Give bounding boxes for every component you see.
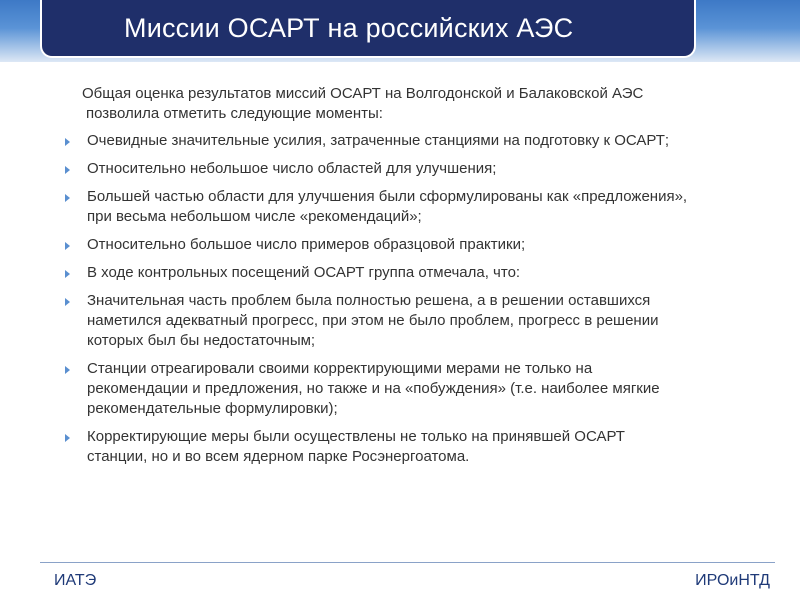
bullet-line: при весьма небольшом числе «рекомендаций»; <box>87 208 422 225</box>
intro-line: Общая оценка результатов миссий ОСАРТ на Волгодонской и Балаковской АЭС <box>82 85 644 102</box>
bullet-list <box>62 131 762 467</box>
bullet-arrow-icon <box>65 194 70 202</box>
bullet-line: рекомендации и предложения, но также и на «побуждения» (т.е. наиболее мягкие <box>87 380 660 397</box>
slide-title: Миссии ОСАРТ на российских АЭС <box>124 12 574 43</box>
slide-body <box>62 84 762 475</box>
bullet-item <box>62 359 762 419</box>
bullet-item <box>62 187 762 227</box>
bullet-line: которых был бы недостаточным; <box>87 332 316 349</box>
bullet-item <box>62 131 762 151</box>
bullet-arrow-icon <box>65 138 70 146</box>
bullet-arrow-icon <box>65 166 70 174</box>
bullet-item <box>62 291 762 351</box>
bullet-item <box>62 159 762 179</box>
bullet-line: Относительно небольшое число областей для улучшения; <box>87 160 497 177</box>
footer-divider <box>40 562 775 563</box>
intro-line: позволила отметить следующие моменты: <box>86 105 383 122</box>
intro-paragraph <box>62 84 762 124</box>
bullet-line: Станции отреагировали своими корректирующими мерами не только на <box>87 360 593 377</box>
bullet-arrow-icon <box>65 366 70 374</box>
bullet-arrow-icon <box>65 242 70 250</box>
footer-right-label: ИРОиНТД <box>695 572 770 589</box>
bullet-line: В ходе контрольных посещений ОСАРТ группа отмечала, что: <box>87 264 521 281</box>
title-bar <box>40 0 696 58</box>
bullet-line: наметился адекватный прогресс, при этом не было проблем, прогресс в решении <box>87 312 659 329</box>
bullet-line: станции, но и во всем ядерном парке Росэнергоатома. <box>87 448 470 465</box>
bullet-item <box>62 263 762 283</box>
bullet-line: Корректирующие меры были осуществлены не только на принявшей ОСАРТ <box>87 428 625 445</box>
bullet-line: Относительно большое число примеров образцовой практики; <box>87 236 526 253</box>
bullet-line: Значительная часть проблем была полностью решена, а в решении оставшихся <box>87 292 651 309</box>
bullet-line: рекомендательные формулировки); <box>87 400 338 417</box>
bullet-item <box>62 235 762 255</box>
bullet-line: Большей частью области для улучшения были сформулированы как «предложения», <box>87 188 688 205</box>
bullet-arrow-icon <box>65 298 70 306</box>
bullet-arrow-icon <box>65 270 70 278</box>
bullet-item <box>62 427 762 467</box>
bullet-line: Очевидные значительные усилия, затраченные станциями на подготовку к ОСАРТ; <box>87 132 670 149</box>
bullet-arrow-icon <box>65 434 70 442</box>
footer-left-label: ИАТЭ <box>54 572 97 589</box>
